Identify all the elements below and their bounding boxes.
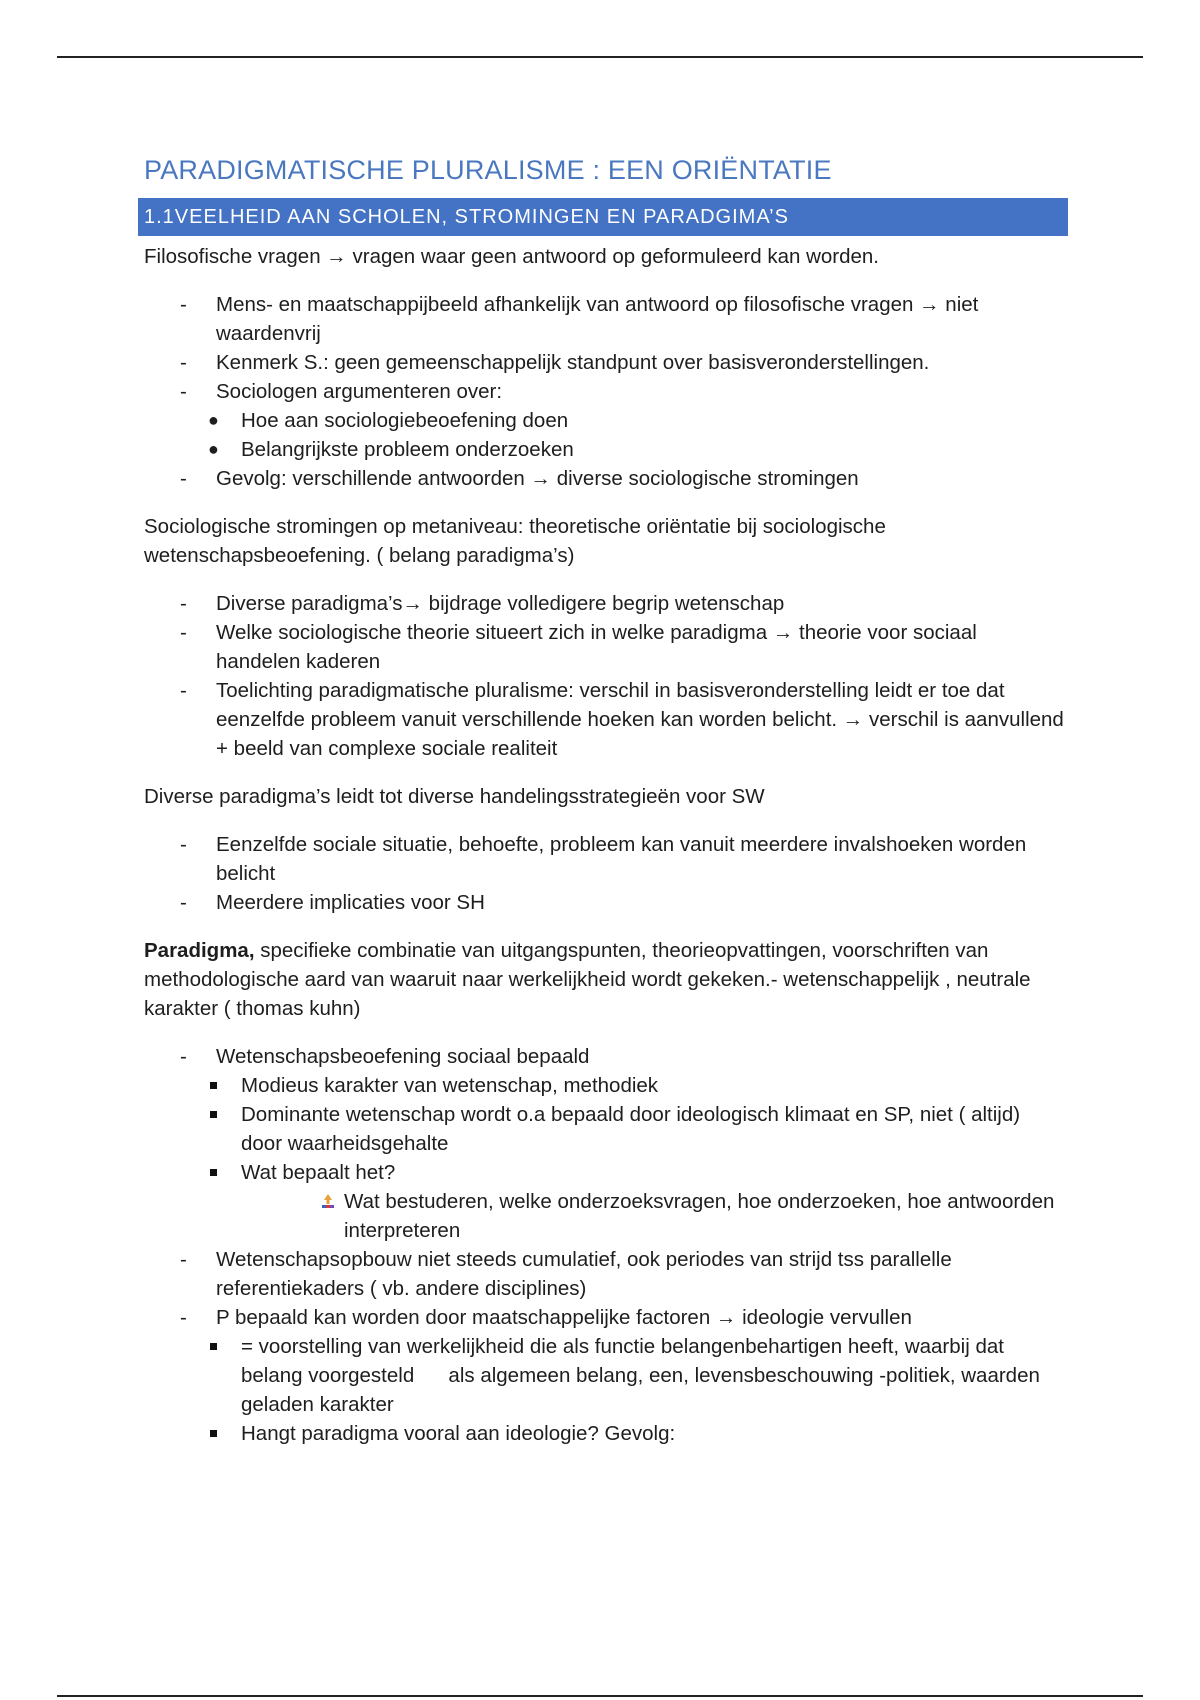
paragraph-intro-2: Sociologische stromingen op metaniveau: theoretische oriëntatie bij sociologische wetenschapsbeoefening. ( belang paradigma’s) bbox=[144, 515, 886, 567]
paragraph-intro-3: Diverse paradigma’s leidt tot diverse handelingsstrategieën voor SW bbox=[144, 785, 765, 808]
dash-list-3 bbox=[144, 830, 1064, 917]
square-bullet-icon bbox=[210, 1082, 217, 1089]
list-item: = voorstelling van werkelijkheid die als functie belangenbehartigen heeft, waarbij dat belang voorgesteld als algemeen belang, een, levensbeschouwing -politiek, waarden geladen karakter bbox=[144, 1332, 1064, 1419]
arrow-sublist bbox=[144, 1187, 1064, 1245]
list-item: - Meerdere implicaties voor SH bbox=[180, 891, 485, 914]
bullet-sublist bbox=[144, 406, 1064, 464]
square-bullet-icon bbox=[210, 1343, 217, 1350]
list-item: - P bepaald kan worden door maatschappelijke factoren → ideologie vervullen = voorstelling van werkelijkheid die als functie belangenbehartigen heeft, waarbij dat belang voorgesteld als algemeen belang, een, levensbeschouwing -politiek, waarden geladen karakter Hangt paradigma vooral aan ideologie? Gevolg: bbox=[144, 1303, 1064, 1448]
dash-list-2 bbox=[144, 589, 1064, 763]
page-title: PARADIGMATISCHE PLURALISME : EEN ORIËNTATIE bbox=[144, 155, 832, 185]
list-item: Dominante wetenschap wordt o.a bepaald door ideologisch klimaat en SP, niet ( altijd) door waarheidsgehalte bbox=[144, 1100, 1064, 1158]
list-item: - Sociologen argumenteren over: ● Hoe aan sociologiebeoefening doen ● Belangrijkste probleem onderzoeken bbox=[144, 377, 1064, 464]
bottom-rule bbox=[57, 1695, 1143, 1697]
bullet-icon: ● bbox=[208, 410, 219, 430]
list-item: Hangt paradigma vooral aan ideologie? Gevolg: bbox=[144, 1419, 1064, 1448]
list-item: ● Belangrijkste probleem onderzoeken bbox=[144, 435, 1064, 464]
top-rule bbox=[57, 56, 1143, 58]
list-item: - Diverse paradigma’s→ bijdrage volledigere begrip wetenschap bbox=[180, 592, 785, 615]
square-sublist bbox=[144, 1071, 1064, 1245]
list-item: Wat bepaalt het? Wat bestuderen, welke onderzoeksvragen, hoe onderzoeken, hoe antwoorden interpreteren bbox=[144, 1158, 1064, 1245]
square-sublist bbox=[144, 1332, 1064, 1448]
list-item: Modieus karakter van wetenschap, methodiek bbox=[144, 1071, 1064, 1100]
section-heading: 1.1VEELHEID AAN SCHOLEN, STROMINGEN EN PARADGIMA’S bbox=[138, 198, 1068, 236]
list-item: - Wetenschapsbeoefening sociaal bepaald Modieus karakter van wetenschap, methodiek Dominante wetenschap wordt o.a bepaald door ideologisch klimaat en SP, niet ( altijd) door waarheidsgehalte Wat bepaalt het? Wat bestuderen, welke onderzoeksvragen, hoe onderzoeken, hoe antwoorden interpreteren bbox=[144, 1042, 1064, 1245]
paragraph-intro-1: Filosofische vragen → vragen waar geen antwoord op geformuleerd kan worden. bbox=[144, 245, 879, 268]
square-bullet-icon bbox=[210, 1169, 217, 1176]
dash-list-1 bbox=[144, 290, 1064, 493]
list-item: - Gevolg: verschillende antwoorden → diverse sociologische stromingen bbox=[180, 467, 859, 490]
square-bullet-icon bbox=[210, 1111, 217, 1118]
list-item: - Eenzelfde sociale situatie, behoefte, probleem kan vanuit meerdere invalshoeken worden belicht bbox=[180, 833, 1027, 885]
list-item: - Welke sociologische theorie situeert zich in welke paradigma → theorie voor sociaal handelen kaderen bbox=[180, 621, 977, 673]
list-item: - Toelichting paradigmatische pluralisme: verschil in basisveronderstelling leidt er toe dat eenzelfde probleem vanuit verschillende hoeken kan worden belicht. → verschil is aanvullend + beeld van complexe sociale realiteit bbox=[180, 679, 1064, 760]
list-item: Wat bestuderen, welke onderzoeksvragen, hoe onderzoeken, hoe antwoorden interpreteren bbox=[144, 1187, 1064, 1245]
bullet-icon: ● bbox=[208, 439, 219, 459]
list-item: ● Hoe aan sociologiebeoefening doen bbox=[144, 406, 1064, 435]
colored-arrow-bullet-icon bbox=[320, 1193, 336, 1209]
square-bullet-icon bbox=[210, 1430, 217, 1437]
dash-list-4 bbox=[144, 1042, 1064, 1448]
list-item: - Mens- en maatschappijbeeld afhankelijk van antwoord op filosofische vragen → niet waardenvrij bbox=[180, 293, 979, 345]
list-item: - Wetenschapsopbouw niet steeds cumulatief, ook periodes van strijd tss parallelle referentiekaders ( vb. andere disciplines) bbox=[180, 1248, 952, 1300]
list-item: - Kenmerk S.: geen gemeenschappelijk standpunt over basisveronderstellingen. bbox=[180, 351, 930, 374]
paragraph-definition: Paradigma, specifieke combinatie van uitgangspunten, theorieopvattingen, voorschriften van methodologische aard van waaruit naar werkelijkheid wordt gekeken.- wetenschappelijk , neutrale karakter ( thomas kuhn) bbox=[144, 939, 1031, 1020]
definition-term: Paradigma, bbox=[144, 939, 255, 962]
document-body bbox=[144, 152, 1064, 1448]
